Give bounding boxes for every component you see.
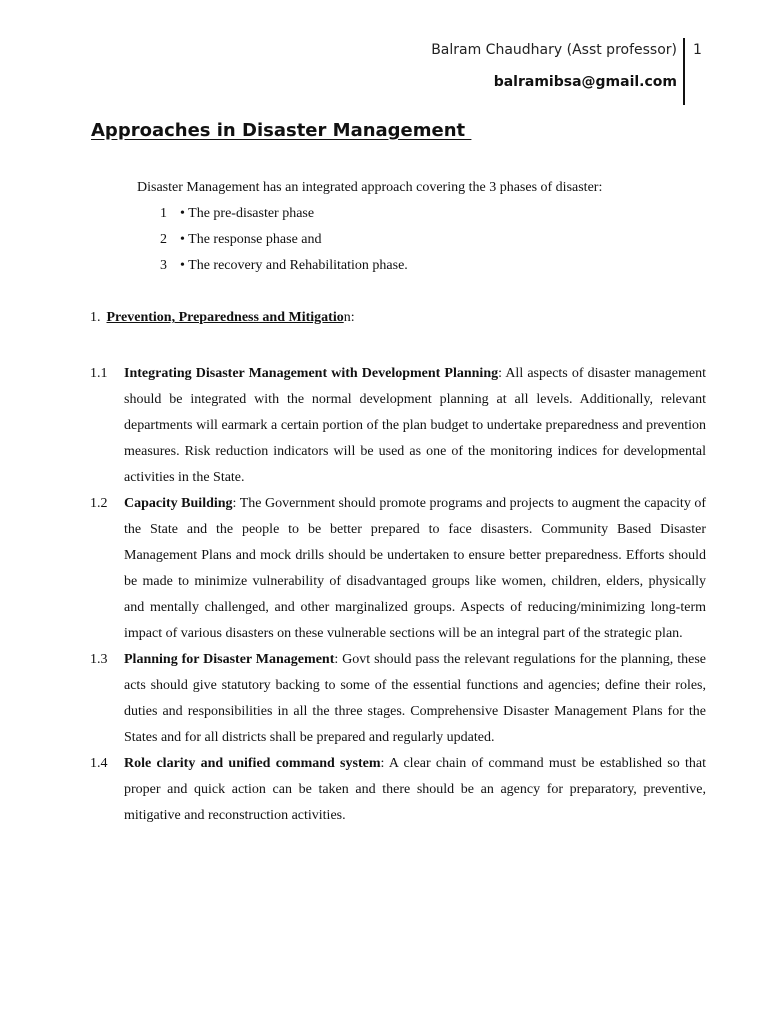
phase-text: • The pre-disaster phase	[180, 206, 315, 221]
subsection-body: : All aspects of disaster management should be integrated with the normal development planning at all levels. Additionally, relevant departments will earmark a certain portion of the plan budget to undertake preparedness and prevention measures. Risk reduction indicators will be used as one of the monitoring indices for developmental activities in the State.	[124, 366, 706, 485]
subsection-paragraph	[124, 751, 706, 829]
subsection-paragraph	[124, 647, 706, 751]
phase-number: 1	[160, 206, 167, 221]
phase-item	[160, 232, 408, 258]
section-heading	[90, 310, 355, 326]
subsection-title: Capacity Building	[124, 496, 233, 511]
section-number: 1.	[90, 310, 101, 325]
subsection-item	[90, 491, 706, 647]
phase-text: • The response phase and	[180, 232, 322, 247]
phase-item	[160, 206, 408, 232]
subsection-number: 1.4	[90, 756, 108, 771]
subsection-number: 1.1	[90, 366, 108, 381]
subsection-item	[90, 361, 706, 491]
subsection-item	[90, 647, 706, 751]
document-title: Approaches in Disaster Management	[91, 120, 472, 141]
subsection-body: : A clear chain of command must be established so that proper and quick action can be taken and there should be an agency for preparatory, preventive, mitigative and reconstruction activities.	[124, 756, 706, 823]
phase-item	[160, 258, 408, 284]
subsection-number: 1.3	[90, 652, 108, 667]
section-title: Prevention, Preparedness and Mitigatio	[106, 310, 344, 325]
subsection-title: Role clarity and unified command system	[124, 756, 381, 771]
page-number: 1	[693, 42, 702, 58]
subsection-item	[90, 751, 706, 829]
header-author: Balram Chaudhary (Asst professor)	[431, 42, 677, 58]
subsection-body: : Govt should pass the relevant regulations for the planning, these acts should give statutory backing to some of the essential functions and agencies; define their roles, duties and responsibilities in all the three stages. Comprehensive Disaster Management Plans for the States and for all districts shall be prepared and regularly updated.	[124, 652, 706, 745]
subsection-paragraph	[124, 491, 706, 647]
header-divider	[683, 38, 685, 105]
phase-number: 2	[160, 232, 167, 247]
section-title-suffix: n:	[343, 310, 355, 325]
phase-list	[160, 206, 408, 284]
subsection-title: Integrating Disaster Management with Development Planning	[124, 366, 499, 381]
subsection-number: 1.2	[90, 496, 108, 511]
subsection-list	[90, 361, 706, 829]
subsection-body: : The Government should promote programs and projects to augment the capacity of the State and the people to be better prepared to face disasters. Community Based Disaster Management Plans and mock drills should be undertaken to ensure better preparedness. Efforts should be made to minimize vulnerability of disadvantaged groups like women, children, elders, physically and mentally challenged, and other marginalized groups. Aspects of reducing/minimizing long-term impact of various disasters on these vulnerable sections will be an integral part of the strategic plan.	[124, 496, 706, 641]
phase-number: 3	[160, 258, 167, 273]
intro-paragraph: Disaster Management has an integrated approach covering the 3 phases of disaster:	[137, 180, 603, 195]
phase-text: • The recovery and Rehabilitation phase.	[180, 258, 408, 273]
subsection-paragraph	[124, 361, 706, 491]
header-email: balramibsa@gmail.com	[493, 74, 677, 90]
subsection-title: Planning for Disaster Management	[124, 652, 335, 667]
